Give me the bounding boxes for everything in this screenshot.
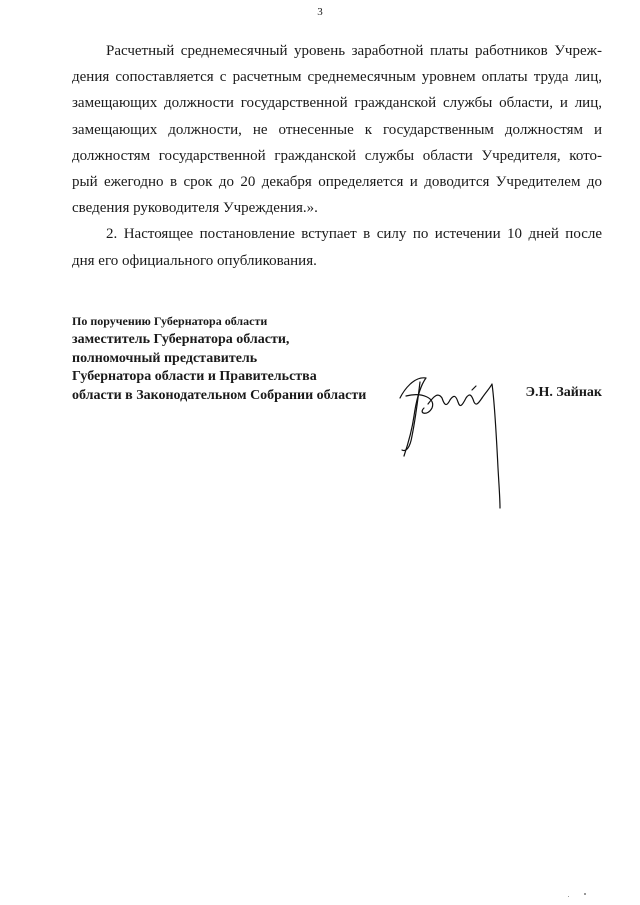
- handwritten-signature: [392, 368, 512, 510]
- scan-speck: [568, 896, 569, 897]
- paragraph-1-line: сведения руководителя Учреждения.».: [72, 200, 318, 217]
- paragraph-1-line: рый ежегодно в срок до 20 декабря определяется и доводится Учредителем до: [72, 174, 602, 191]
- paragraph-1-line: должностям государственной гражданской службы области Учредителя, кото-: [72, 147, 602, 164]
- signatory-title-block: [72, 313, 602, 405]
- signatory-position: заместитель Губернатора области,: [72, 332, 290, 347]
- scan-speck: [584, 893, 586, 895]
- signatory-position: Губернатора области и Правительства: [72, 369, 317, 384]
- signatory-authority: По поручению Губернатора области: [72, 314, 268, 328]
- signatory-position: полномочный представитель: [72, 350, 258, 366]
- paragraph-2-line: 2. Настоящее постановление вступает в силу по истечении 10 дней после: [106, 226, 602, 243]
- signatory-position: области в Законодательном Собрании области: [72, 387, 367, 403]
- document-body: [72, 38, 602, 274]
- paragraph-1-line: замещающих должности государственной гражданской службы области, и лиц,: [72, 95, 602, 112]
- paragraph-1-line: Расчетный среднемесячный уровень заработной платы работников Учреж-: [106, 43, 602, 59]
- paragraph-2-line: дня его официального опубликования.: [72, 252, 317, 269]
- paragraph-1-line: замещающих должности, не отнесенные к государственным должностям и: [72, 121, 602, 138]
- page-number: 3: [317, 6, 323, 18]
- paragraph-1-line: дения сопоставляется с расчетным среднемесячным уровнем оплаты труда лиц,: [72, 69, 602, 86]
- signer-name: Э.Н. Зайнак: [525, 385, 602, 400]
